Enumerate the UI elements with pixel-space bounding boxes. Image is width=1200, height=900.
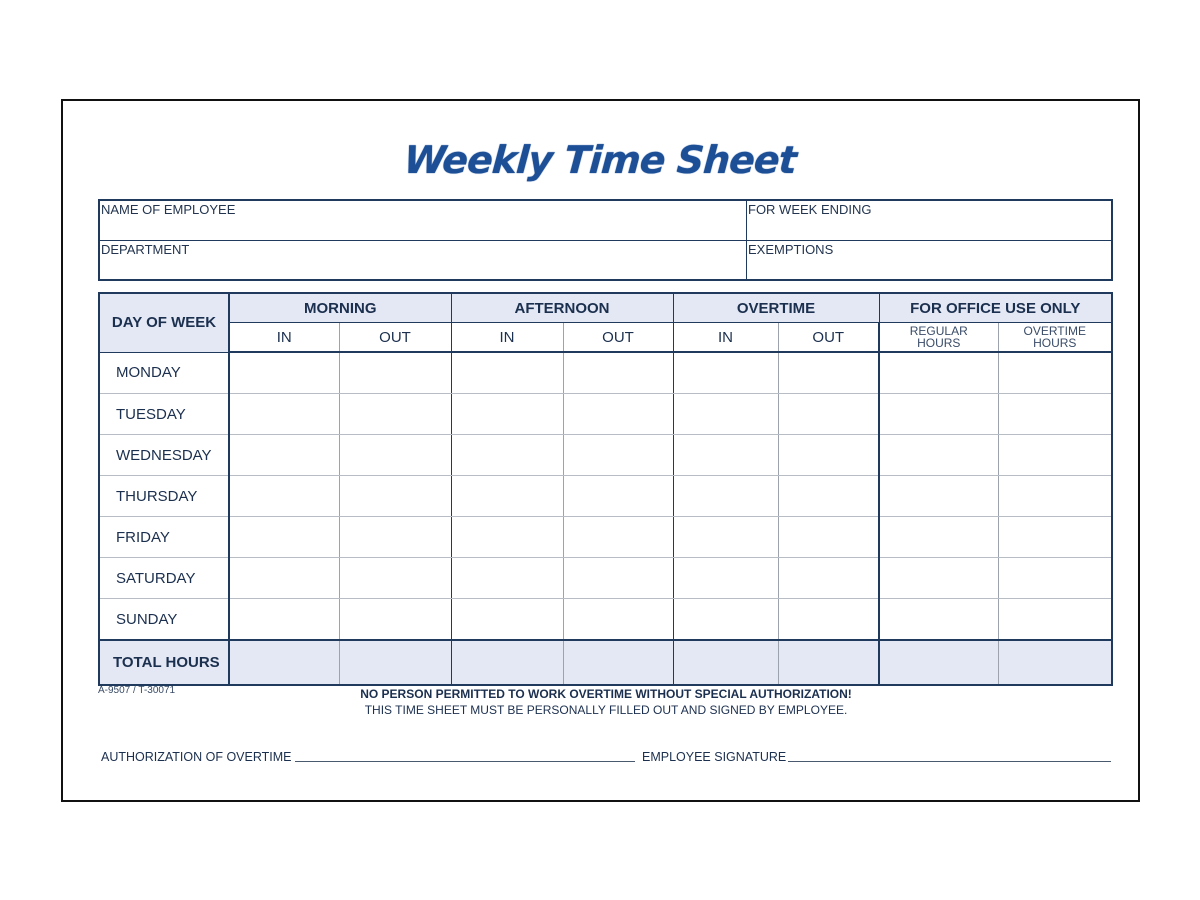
morning-out-cell[interactable] <box>339 352 451 394</box>
morning-in-cell[interactable] <box>229 352 339 394</box>
overtime-in-cell[interactable] <box>673 558 778 599</box>
overtime-hours-cell[interactable] <box>998 599 1112 641</box>
overtime-out-cell[interactable] <box>778 599 879 641</box>
morning-in-cell[interactable] <box>229 599 339 641</box>
field-label: FOR WEEK ENDING <box>748 202 872 217</box>
overtime-out-total[interactable] <box>778 640 879 685</box>
field-label: NAME OF EMPLOYEE <box>101 202 236 217</box>
afternoon-out-cell[interactable] <box>563 435 673 476</box>
morning-header: MORNING <box>229 293 451 323</box>
overtime-hours-cell[interactable] <box>998 352 1112 394</box>
day-label: MONDAY <box>99 352 229 394</box>
afternoon-out-cell[interactable] <box>563 517 673 558</box>
overtime-in-cell[interactable] <box>673 517 778 558</box>
total-hours-label: TOTAL HOURS <box>99 640 229 685</box>
table-row-sunday <box>99 599 1112 641</box>
morning-in-cell[interactable] <box>229 435 339 476</box>
overtime-in-cell[interactable] <box>673 435 778 476</box>
overtime-hours-cell[interactable] <box>998 476 1112 517</box>
signature-notice: THIS TIME SHEET MUST BE PERSONALLY FILLED OUT AND SIGNED BY EMPLOYEE. <box>364 703 848 717</box>
afternoon-out-header: OUT <box>563 323 673 353</box>
morning-out-cell[interactable] <box>339 558 451 599</box>
header-row-groups <box>99 293 1112 323</box>
day-label: TUESDAY <box>99 394 229 435</box>
overtime-out-cell[interactable] <box>778 517 879 558</box>
afternoon-out-cell[interactable] <box>563 476 673 517</box>
afternoon-in-cell[interactable] <box>451 435 563 476</box>
employee-signature-label: EMPLOYEE SIGNATURE <box>642 750 787 764</box>
divider <box>100 240 1111 241</box>
overtime-hours-cell[interactable] <box>998 394 1112 435</box>
morning-out-cell[interactable] <box>339 599 451 641</box>
employee-signature-line[interactable] <box>788 761 1111 762</box>
afternoon-header: AFTERNOON <box>451 293 673 323</box>
day-label: THURSDAY <box>99 476 229 517</box>
overtime-out-cell[interactable] <box>778 352 879 394</box>
header-row-subcols <box>99 323 1112 353</box>
overtime-in-cell[interactable] <box>673 476 778 517</box>
table-row-saturday <box>99 558 1112 599</box>
table-row-total-hours <box>99 640 1112 685</box>
office-use-header: FOR OFFICE USE ONLY <box>879 293 1112 323</box>
morning-in-cell[interactable] <box>229 558 339 599</box>
form-title: Weekly Time Sheet <box>402 138 798 182</box>
regular-hours-cell[interactable] <box>879 476 998 517</box>
morning-out-total[interactable] <box>339 640 451 685</box>
afternoon-in-cell[interactable] <box>451 476 563 517</box>
morning-out-cell[interactable] <box>339 435 451 476</box>
table-row-tuesday <box>99 394 1112 435</box>
regular-hours-cell[interactable] <box>879 599 998 641</box>
timesheet-table <box>98 292 1113 686</box>
form-number: A-9507 / T-30071 <box>98 685 176 696</box>
day-label: WEDNESDAY <box>99 435 229 476</box>
afternoon-in-cell[interactable] <box>451 394 563 435</box>
regular-hours-cell[interactable] <box>879 517 998 558</box>
morning-in-total[interactable] <box>229 640 339 685</box>
overtime-in-total[interactable] <box>673 640 778 685</box>
regular-hours-header: REGULAR HOURS <box>879 323 998 353</box>
overtime-out-cell[interactable] <box>778 435 879 476</box>
morning-in-header: IN <box>229 323 339 353</box>
exemptions-field[interactable] <box>748 242 1108 278</box>
regular-hours-cell[interactable] <box>879 394 998 435</box>
employee-info-box <box>98 199 1113 281</box>
overtime-notice: NO PERSON PERMITTED TO WORK OVERTIME WITHOUT SPECIAL AUTHORIZATION! <box>360 687 852 701</box>
day-label: FRIDAY <box>99 517 229 558</box>
day-label: SUNDAY <box>99 599 229 641</box>
overtime-hours-cell[interactable] <box>998 435 1112 476</box>
morning-out-cell[interactable] <box>339 394 451 435</box>
afternoon-out-cell[interactable] <box>563 599 673 641</box>
afternoon-in-total[interactable] <box>451 640 563 685</box>
overtime-hours-total[interactable] <box>998 640 1112 685</box>
table-row-friday <box>99 517 1112 558</box>
afternoon-in-cell[interactable] <box>451 558 563 599</box>
table-row-thursday <box>99 476 1112 517</box>
field-label: EXEMPTIONS <box>748 242 834 257</box>
regular-hours-cell[interactable] <box>879 352 998 394</box>
day-of-week-header: DAY OF WEEK <box>99 293 229 352</box>
afternoon-out-total[interactable] <box>563 640 673 685</box>
morning-out-cell[interactable] <box>339 476 451 517</box>
overtime-in-cell[interactable] <box>673 394 778 435</box>
overtime-out-cell[interactable] <box>778 476 879 517</box>
name-of-employee-field[interactable] <box>101 202 741 239</box>
table-row-wednesday <box>99 435 1112 476</box>
overtime-in-header: IN <box>673 323 778 353</box>
morning-in-cell[interactable] <box>229 394 339 435</box>
regular-hours-cell[interactable] <box>879 558 998 599</box>
authorization-signature-line[interactable] <box>295 761 635 762</box>
regular-hours-cell[interactable] <box>879 435 998 476</box>
overtime-in-cell[interactable] <box>673 599 778 641</box>
afternoon-out-cell[interactable] <box>563 394 673 435</box>
overtime-hours-cell[interactable] <box>998 558 1112 599</box>
field-label: DEPARTMENT <box>101 242 190 257</box>
afternoon-in-cell[interactable] <box>451 599 563 641</box>
morning-out-header: OUT <box>339 323 451 353</box>
overtime-out-cell[interactable] <box>778 394 879 435</box>
morning-in-cell[interactable] <box>229 517 339 558</box>
afternoon-in-cell[interactable] <box>451 352 563 394</box>
overtime-hours-header: OVERTIME HOURS <box>998 323 1112 353</box>
overtime-out-header: OUT <box>778 323 879 353</box>
afternoon-out-cell[interactable] <box>563 352 673 394</box>
overtime-in-cell[interactable] <box>673 352 778 394</box>
afternoon-in-header: IN <box>451 323 563 353</box>
afternoon-out-cell[interactable] <box>563 558 673 599</box>
overtime-hours-cell[interactable] <box>998 517 1112 558</box>
day-label: SATURDAY <box>99 558 229 599</box>
morning-out-cell[interactable] <box>339 517 451 558</box>
authorization-label: AUTHORIZATION OF OVERTIME <box>101 750 292 764</box>
department-field[interactable] <box>101 242 741 278</box>
table-row-monday <box>99 352 1112 394</box>
regular-hours-total[interactable] <box>879 640 998 685</box>
for-week-ending-field[interactable] <box>748 202 1108 239</box>
overtime-header: OVERTIME <box>673 293 879 323</box>
afternoon-in-cell[interactable] <box>451 517 563 558</box>
overtime-out-cell[interactable] <box>778 558 879 599</box>
morning-in-cell[interactable] <box>229 476 339 517</box>
